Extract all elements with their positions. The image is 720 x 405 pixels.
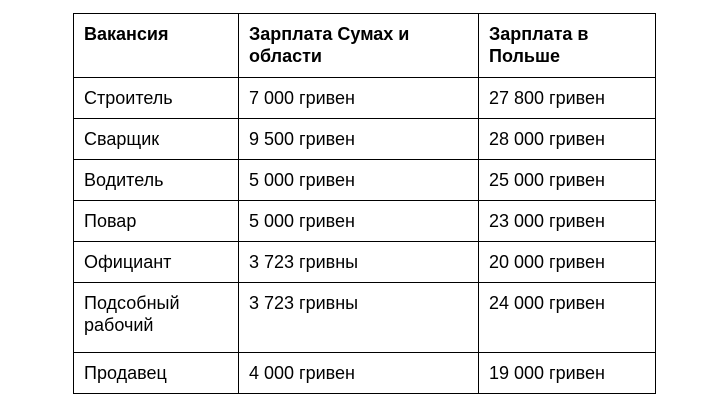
header-row (74, 14, 656, 78)
column-header-vacancy: Вакансия (74, 14, 239, 78)
salary-sumy-cell: 3 723 гривны (239, 283, 479, 353)
column-header-salary-poland: Зарплата в Польше (479, 14, 656, 78)
table-row (74, 78, 656, 119)
table-row (74, 160, 656, 201)
salary-sumy-cell: 7 000 гривен (239, 78, 479, 119)
salary-table (73, 13, 656, 394)
salary-poland-cell: 25 000 гривен (479, 160, 656, 201)
table-row (74, 353, 656, 394)
salary-sumy-cell: 5 000 гривен (239, 201, 479, 242)
salary-poland-cell: 19 000 гривен (479, 353, 656, 394)
salary-sumy-cell: 9 500 гривен (239, 119, 479, 160)
table-row (74, 242, 656, 283)
table-row (74, 201, 656, 242)
salary-sumy-cell: 3 723 гривны (239, 242, 479, 283)
vacancy-cell: Подсобный рабочий (74, 283, 239, 353)
vacancy-cell: Строитель (74, 78, 239, 119)
table-row (74, 119, 656, 160)
table-row (74, 283, 656, 353)
salary-sumy-cell: 5 000 гривен (239, 160, 479, 201)
salary-poland-cell: 23 000 гривен (479, 201, 656, 242)
salary-poland-cell: 28 000 гривен (479, 119, 656, 160)
vacancy-cell: Продавец (74, 353, 239, 394)
salary-poland-cell: 27 800 гривен (479, 78, 656, 119)
salary-poland-cell: 20 000 гривен (479, 242, 656, 283)
salary-sumy-cell: 4 000 гривен (239, 353, 479, 394)
vacancy-cell: Повар (74, 201, 239, 242)
salary-poland-cell: 24 000 гривен (479, 283, 656, 353)
column-header-salary-sumy: Зарплата Сумах и области (239, 14, 479, 78)
vacancy-cell: Водитель (74, 160, 239, 201)
vacancy-cell: Официант (74, 242, 239, 283)
vacancy-cell: Сварщик (74, 119, 239, 160)
